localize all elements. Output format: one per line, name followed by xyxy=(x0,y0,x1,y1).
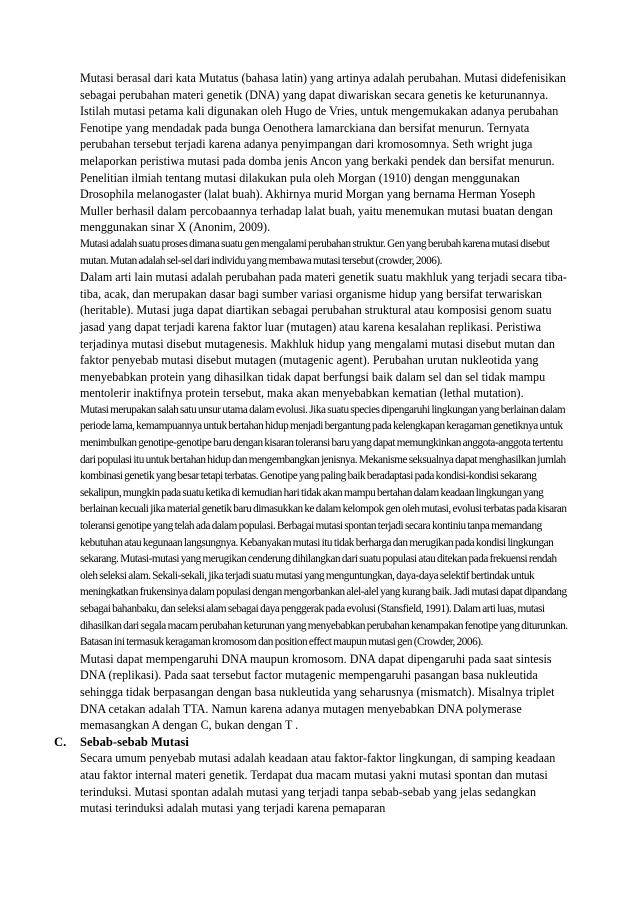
paragraph-sebab-mutasi: Secara umum penyebab mutasi adalah keadaan atau faktor-faktor lingkungan, di samping keadaan atau faktor internal materi genetik. Terdapat dua macam mutasi yakni mutasi spontan dan mutasi terinduksi. Mutasi spontan adalah mutasi yang terjadi tanpa sebab-sebab yang jelas sedangkan mutasi terinduksi adalah mutasi yang terjadi karena pemaparan xyxy=(80,751,556,816)
paragraph-mutasi-dna: Mutasi dapat mempengaruhi DNA maupun kromosom. DNA dapat dipengaruhi pada saat sintesis DNA (replikasi). Pada saat tersebut factor mutagenic mempengaruhi pasangan basa nukleutida sehingga tidak berpasangan dengan basa nukleutida yang seharusnya (mismatch). Misalnya triplet DNA cetakan adalah TTA. Namun karena adanya mutagen menyebabkan DNA polymerase memasangkan A dengan C, bukan dengan T . xyxy=(80,651,555,733)
document-body xyxy=(54,70,568,817)
paragraph-mutasi-definition: Mutasi berasal dari kata Mutatus (bahasa latin) yang artinya adalah perubahan. Mutasi didefenisikan sebagai perubahan materi genetik (DNA) yang dapat diwariskan secara genetis ke keturunannya. xyxy=(80,71,566,102)
paragraph-mutasi-meaning: Dalam arti lain mutasi adalah perubahan pada materi genetik suatu makhluk yang terjadi secara tiba-tiba, acak, dan merupakan dasar bagi sumber variasi organisme hidup yang bersifat terwariskan (heritable). Mutasi juga dapat diartikan sebagai perubahan struktural atau komposisi genom suatu jasad yang dapat terjadi karena faktor luar (mutagen) atau karena kesalahan replikasi. Peristiwa terjadinya mutasi disebut mutagenesis. Makhluk hidup yang mengalami mutasi disebut mutan dan faktor penyebab mutasi disebut mutagen (mutagenic agent). Perubahan urutan nukleotida yang menyebabkan protein yang dihasilkan tidak dapat berfungsi baik dalam sel dan sel tidak mampu mentolerir inaktifnya protein tersebut, maka akan menyebabkan kematian (lethal mutation). xyxy=(80,270,567,401)
section-heading-sebab-mutasi xyxy=(54,734,568,751)
paragraph-mutasi-evolusi: Mutasi merupakan salah satu unsur utama dalam evolusi. Jika suatu species dipengaruhi lingkungan yang berlainan dalam periode lama, kemampuannya untuk bertahan hidup menjadi bergantung pada kelengkapan keragaman genetiknya untuk menimbulkan genotipe-genotipe baru dengan kisaran toleransi baru yang dapat memungkinkan anggota-anggota tertentu dari populasi itu untuk bertahan hidup dan mengembangkan jenisnya. Mekanisme seksualnya dapat menghasilkan jumlah kombinasi genetik yang besar tetapi terbatas. Genotipe yang paling baik beradaptasi pada kondisi-kondisi sekarang sekalipun, mungkin pada suatu ketika di kemudian hari tidak akan mampu bertahan dalam keadaan lingkungan yang berlainan kecuali jika material genetik baru dimasukkan ke dalam kelompok gen oleh mutasi, evolusi terbatas pada kisaran toleransi genotipe yang telah ada dalam populasi. Berbagai mutasi spontan terjadi secara kontiniu tanpa memandang kebutuhan atau kegunaan langsungnya. Kebanyakan mutasi itu tidak berharga dan merugikan pada kondisi lingkungan sekarang. Mutasi-mutasi yang merugikan cenderung dihilangkan dari suatu populasi atau ditekan pada frekuensi rendah oleh seleksi alam. Sekali-sekali, jika terjadi suatu mutasi yang menguntungkan, daya-daya selektif bertindak untuk meningkatkan frukensinya dalam populasi dengan mengorbankan alel-alel yang kurang baik. Jadi mutasi dapat dipandang sebagai bahanbaku, dan seleksi alam sebagai daya penggerak pada evolusi (Stansfield, 1991). Dalam arti luas, mutasi dihasilkan dari segala macam perubahan keturunan yang menyebabkan perubahan kenampakan fenotipe yang diturunkan. Batasan ini termasuk keragaman kromosom dan position effect maupun mutasi gen (Crowder, 2006). xyxy=(80,403,568,649)
paragraph-mutan: Mutasi adalah suatu proses dimana suatu gen mengalami perubahan struktur. Gen yang berubah karena mutasi disebut mutan. Mutan adalah sel-sel dari individu yang membawa mutasi tersebut (crowder, 2006). xyxy=(80,237,550,267)
section-title: Sebab-sebab Mutasi xyxy=(80,734,189,749)
section-number: C. xyxy=(54,734,67,749)
paragraph-mutasi-history: Istilah mutasi petama kali digunakan oleh Hugo de Vries, untuk mengemukakan adanya perubahan Fenotipe yang mendadak pada bunga Oenothera lamarckiana dan bersifat menurun. Ternyata perubahan tersebut terjadi karena adanya penyimpangan dari kromosomnya. Seth wright juga melaporkan peristiwa mutasi pada domba jenis Ancon yang berkaki pendek dan bersifat menurun. Penelitian ilmiah tentang mutasi dilakukan pula oleh Morgan (1910) dengan menggunakan Drosophila melanogaster (lalat buah). Akhirnya murid Morgan yang bernama Herman Yoseph Muller berhasil dalam percobaannya terhadap lalat buah, yaitu menemukan mutasi buatan dengan menggunakan sinar X (Anonim, 2009). xyxy=(80,104,559,235)
